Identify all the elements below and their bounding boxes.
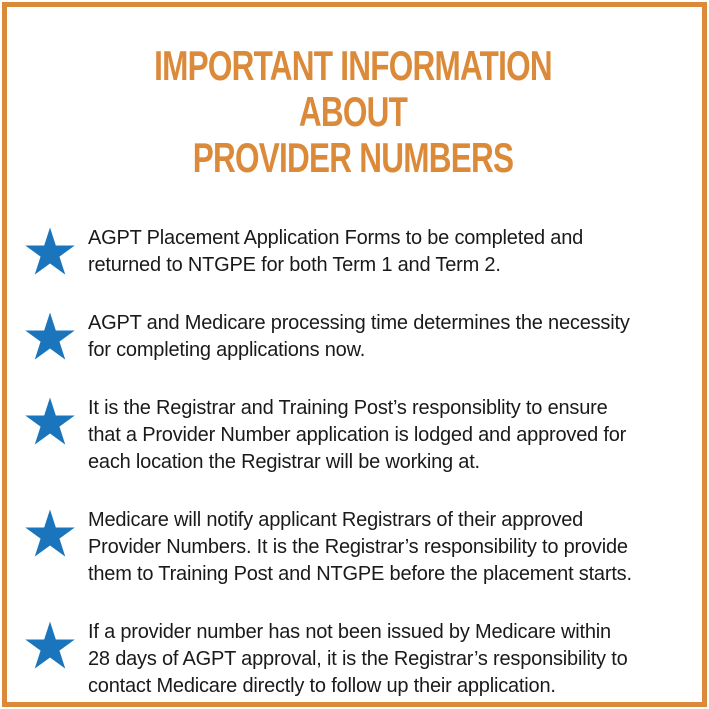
- list-item: [24, 395, 682, 476]
- list-item: [24, 310, 682, 364]
- bullet-list: [24, 225, 682, 700]
- star-icon: [24, 397, 76, 447]
- bullet-text: If a provider number has not been issued by Medicare within 28 days of AGPT approval, it is the Registrar’s responsibility to contact Medicare directly to follow up their application.: [88, 621, 628, 697]
- page-title: IMPORTANT INFORMATION ABOUT PROVIDER NUMBERS: [154, 42, 552, 181]
- info-panel: [2, 2, 707, 707]
- bullet-text: It is the Registrar and Training Post’s responsiblity to ensure that a Provider Number application is lodged and approved for each location the Registrar will be working at.: [88, 397, 627, 473]
- bullet-text: AGPT Placement Application Forms to be completed and returned to NTGPE for both Term 1 and Term 2.: [88, 227, 584, 276]
- star-icon: [24, 621, 76, 671]
- star-icon: [24, 227, 76, 277]
- star-icon: [24, 312, 76, 362]
- list-item: [24, 507, 682, 588]
- bullet-text: Medicare will notify applicant Registrars of their approved Provider Numbers. It is the Registrar’s responsibility to provide them to Training Post and NTGPE before the placement starts.: [88, 509, 632, 585]
- star-icon: [24, 509, 76, 559]
- list-item: [24, 619, 682, 700]
- bullet-text: AGPT and Medicare processing time determines the necessity for completing applications now.: [88, 312, 630, 361]
- list-item: [24, 225, 682, 279]
